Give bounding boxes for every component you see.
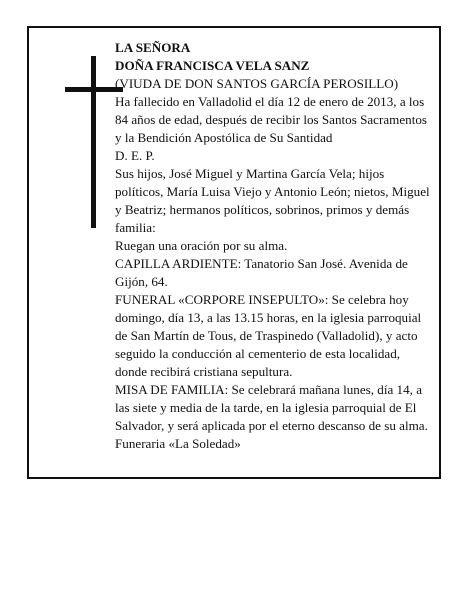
widow-subheading: (VIUDA DE DON SANTOS GARCÍA PEROSILLO) <box>115 76 399 91</box>
deceased-name: DOÑA FRANCISCA VELA SANZ <box>115 58 310 73</box>
family-list: Sus hijos, José Miguel y Martina García Vela; hijos políticos, María Luisa Viejo y Antonio León; nietos, Miguel y Beatriz; hermanos políticos, sobrinos, primos y demás familia: <box>115 166 430 235</box>
obituary-notice <box>27 26 441 479</box>
prayer-request: Ruegan una oración por su alma. <box>115 238 288 253</box>
notice-text <box>115 39 433 453</box>
family-mass-info: MISA DE FAMILIA: Se celebrará mañana lunes, día 14, a las siete y media de la tarde, en la iglesia parroquial de El Salvador, y será aplicada por el eterno descanso de su alma. <box>115 382 428 433</box>
death-announcement: Ha fallecido en Valladolid el día 12 de enero de 2013, a los 84 años de edad, después de recibir los Santos Sacramentos y la Bendición Apostólica de Su Santidad <box>115 94 427 145</box>
funeral-info: FUNERAL «CORPORE INSEPULTO»: Se celebra hoy domingo, día 13, a las 13.15 horas, en la iglesia parroquial de San Martín de Tous, de Traspinedo (Valladolid), y acto seguido la conducción al cementerio de esta localidad, donde recibirá cristiana sepultura. <box>115 292 422 379</box>
funeral-home: Funeraria «La Soledad» <box>115 436 241 451</box>
chapel-info: CAPILLA ARDIENTE: Tanatorio San José. Avenida de Gijón, 64. <box>115 256 408 289</box>
heading-title: LA SEÑORA <box>115 40 191 55</box>
rip-line: D. E. P. <box>115 148 155 163</box>
cross-vertical-bar <box>91 56 96 228</box>
